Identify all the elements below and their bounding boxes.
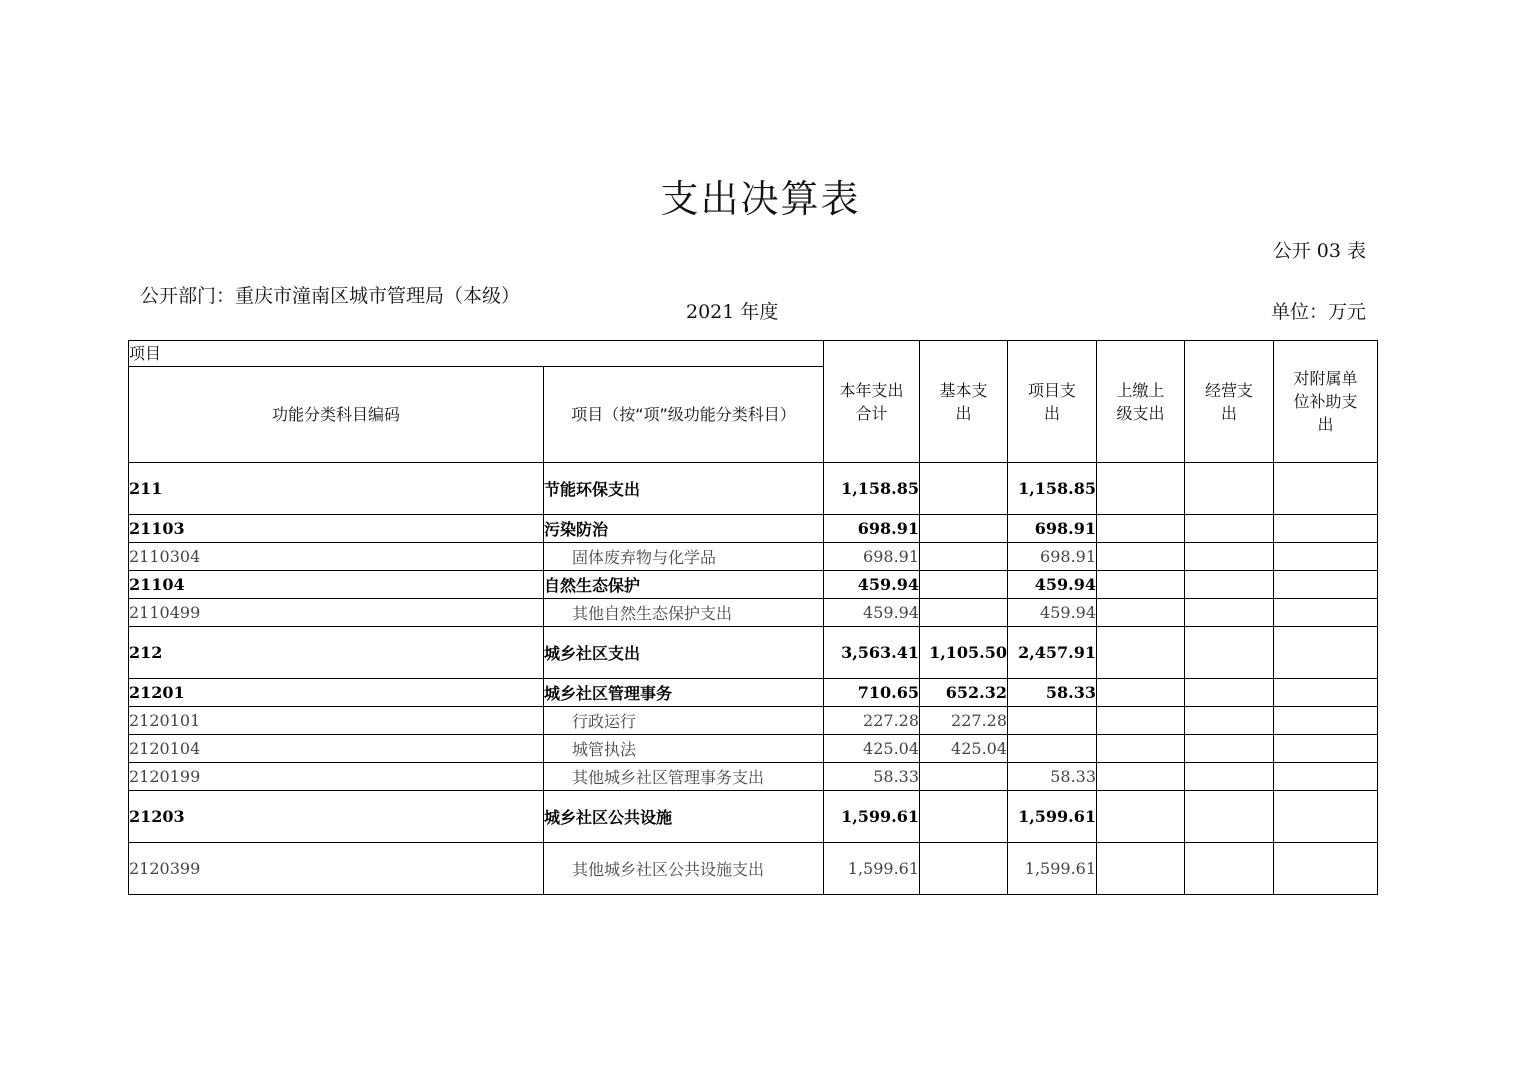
row-name: 其他城乡社区管理事务支出 (544, 763, 824, 791)
row-business (1185, 707, 1274, 735)
row-upper (1097, 679, 1185, 707)
row-business (1185, 543, 1274, 571)
row-basic (920, 599, 1008, 627)
table-row (129, 707, 1378, 735)
row-upper (1097, 463, 1185, 515)
row-basic (920, 791, 1008, 843)
row-code: 211 (129, 463, 544, 515)
row-total: 459.94 (824, 599, 920, 627)
fiscal-year: 2021 年度 (686, 301, 779, 323)
row-upper (1097, 599, 1185, 627)
row-upper (1097, 763, 1185, 791)
row-code: 2120399 (129, 843, 544, 895)
row-name: 污染防治 (544, 515, 824, 543)
row-project: 58.33 (1008, 763, 1097, 791)
row-subsidy (1274, 763, 1378, 791)
row-name: 城乡社区公共设施 (544, 791, 824, 843)
row-upper (1097, 791, 1185, 843)
row-project: 459.94 (1008, 599, 1097, 627)
row-name: 固体废弃物与化学品 (544, 543, 824, 571)
unit-label: 单位：万元 (1270, 301, 1366, 323)
row-basic (920, 571, 1008, 599)
header-name: 项目（按“项”级功能分类科目） (544, 367, 824, 463)
row-total: 698.91 (824, 515, 920, 543)
row-business (1185, 463, 1274, 515)
row-upper (1097, 735, 1185, 763)
row-project: 698.91 (1008, 515, 1097, 543)
table-row (129, 763, 1378, 791)
row-subsidy (1274, 679, 1378, 707)
row-code: 21103 (129, 515, 544, 543)
row-project (1008, 707, 1097, 735)
table-row (129, 463, 1378, 515)
row-upper (1097, 515, 1185, 543)
row-code: 2120104 (129, 735, 544, 763)
header-upper: 上缴上级支出 (1097, 341, 1185, 463)
table-row (129, 735, 1378, 763)
row-code: 2120101 (129, 707, 544, 735)
row-name: 行政运行 (544, 707, 824, 735)
form-number: 公开 03 表 (1272, 240, 1366, 262)
row-total: 227.28 (824, 707, 920, 735)
row-basic: 425.04 (920, 735, 1008, 763)
row-total: 58.33 (824, 763, 920, 791)
row-business (1185, 791, 1274, 843)
row-business (1185, 763, 1274, 791)
row-name: 城乡社区管理事务 (544, 679, 824, 707)
row-code: 21104 (129, 571, 544, 599)
header-basic: 基本支出 (920, 341, 1008, 463)
row-basic (920, 543, 1008, 571)
row-business (1185, 599, 1274, 627)
row-total: 425.04 (824, 735, 920, 763)
table-row (129, 791, 1378, 843)
row-basic (920, 515, 1008, 543)
row-subsidy (1274, 791, 1378, 843)
row-code: 2120199 (129, 763, 544, 791)
row-name: 自然生态保护 (544, 571, 824, 599)
row-business (1185, 843, 1274, 895)
expenditure-table (128, 340, 1378, 895)
row-total: 3,563.41 (824, 627, 920, 679)
row-subsidy (1274, 627, 1378, 679)
row-code: 21201 (129, 679, 544, 707)
table-row (129, 599, 1378, 627)
row-total: 698.91 (824, 543, 920, 571)
row-total: 710.65 (824, 679, 920, 707)
header-subsidy: 对附属单位补助支出 (1274, 341, 1378, 463)
row-upper (1097, 571, 1185, 599)
row-name: 城管执法 (544, 735, 824, 763)
row-business (1185, 735, 1274, 763)
table-row (129, 679, 1378, 707)
table-row (129, 627, 1378, 679)
row-name: 其他自然生态保护支出 (544, 599, 824, 627)
row-basic (920, 843, 1008, 895)
table-row (129, 543, 1378, 571)
row-basic (920, 463, 1008, 515)
row-project: 58.33 (1008, 679, 1097, 707)
header-code: 功能分类科目编码 (129, 367, 544, 463)
header-business: 经营支出 (1185, 341, 1274, 463)
row-subsidy (1274, 707, 1378, 735)
row-business (1185, 571, 1274, 599)
row-name: 其他城乡社区公共设施支出 (544, 843, 824, 895)
row-project: 1,599.61 (1008, 791, 1097, 843)
row-total: 1,599.61 (824, 791, 920, 843)
row-code: 2110304 (129, 543, 544, 571)
header-item-group: 项目 (129, 341, 824, 367)
row-business (1185, 515, 1274, 543)
row-subsidy (1274, 843, 1378, 895)
row-project: 698.91 (1008, 543, 1097, 571)
row-subsidy (1274, 735, 1378, 763)
row-total: 1,599.61 (824, 843, 920, 895)
row-upper (1097, 843, 1185, 895)
row-project: 2,457.91 (1008, 627, 1097, 679)
row-total: 459.94 (824, 571, 920, 599)
row-basic (920, 763, 1008, 791)
row-name: 城乡社区支出 (544, 627, 824, 679)
row-project (1008, 735, 1097, 763)
header-total: 本年支出合计 (824, 341, 920, 463)
row-code: 212 (129, 627, 544, 679)
header-project: 项目支出 (1008, 341, 1097, 463)
row-name: 节能环保支出 (544, 463, 824, 515)
row-subsidy (1274, 515, 1378, 543)
row-subsidy (1274, 463, 1378, 515)
row-project: 1,599.61 (1008, 843, 1097, 895)
row-basic: 1,105.50 (920, 627, 1008, 679)
row-basic: 652.32 (920, 679, 1008, 707)
table-row (129, 515, 1378, 543)
row-subsidy (1274, 571, 1378, 599)
row-project: 459.94 (1008, 571, 1097, 599)
row-subsidy (1274, 543, 1378, 571)
table-row (129, 843, 1378, 895)
row-upper (1097, 543, 1185, 571)
row-code: 2110499 (129, 599, 544, 627)
table-row (129, 571, 1378, 599)
row-business (1185, 679, 1274, 707)
row-total: 1,158.85 (824, 463, 920, 515)
document-title: 支出决算表 (660, 177, 861, 221)
row-business (1185, 627, 1274, 679)
row-upper (1097, 627, 1185, 679)
department-label: 公开部门：重庆市潼南区城市管理局（本级） (140, 285, 521, 307)
row-project: 1,158.85 (1008, 463, 1097, 515)
row-subsidy (1274, 599, 1378, 627)
row-upper (1097, 707, 1185, 735)
row-basic: 227.28 (920, 707, 1008, 735)
row-code: 21203 (129, 791, 544, 843)
